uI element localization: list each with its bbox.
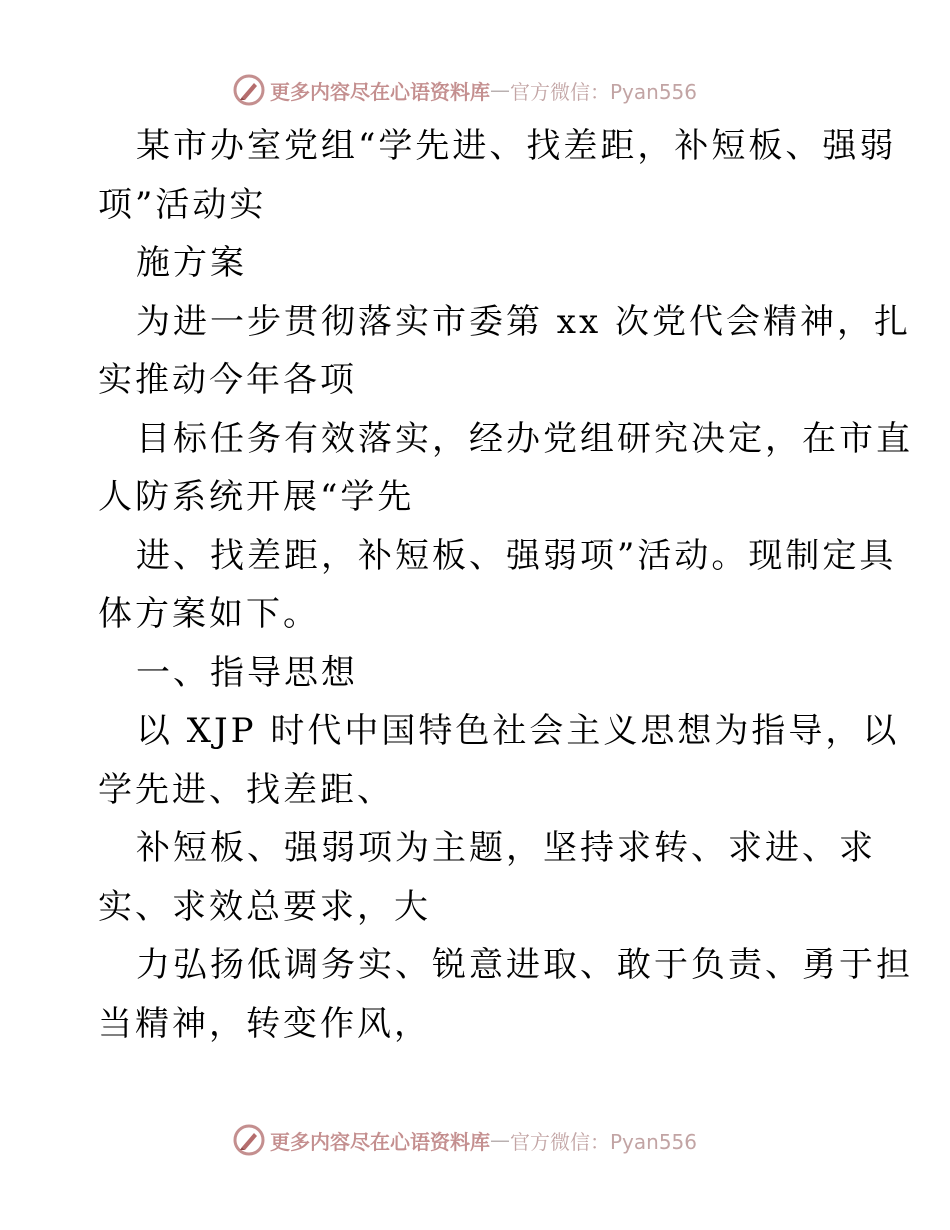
document-line: 目标任务有效落实，经办党组研究决定，在市直 <box>136 418 913 459</box>
document-line: 施方案 <box>136 243 247 283</box>
document-body <box>98 117 913 1053</box>
document-line: 当精神，转变作风， <box>98 1003 431 1044</box>
watermark-wechat: 官方微信：Pyan556 <box>510 1129 698 1154</box>
document-line: 项”活动实 <box>98 184 267 225</box>
watermark-separator: — <box>490 1128 510 1152</box>
pen-seal-icon <box>232 73 266 107</box>
document-line: 体方案如下。 <box>98 594 320 634</box>
watermark-library-text: 更多内容尽在心语资料库 <box>270 79 490 104</box>
document-line: 某市办室党组“学先进、找差距，补短板、强弱 <box>136 126 897 166</box>
document-line: 为进一步贯彻落实市委第 xx 次党代会精神，扎 <box>136 301 911 342</box>
document-line: 补短板、强弱项为主题，坚持求转、求进、求 <box>136 828 876 868</box>
document-line: 进、找差距，补短板、强弱项”活动。现制定具 <box>136 535 897 576</box>
watermark-library-text: 更多内容尽在心语资料库 <box>270 1129 490 1154</box>
footer-watermark <box>232 1120 697 1160</box>
watermark-wechat: 官方微信：Pyan556 <box>510 79 698 104</box>
document-line: 学先进、找差距、 <box>98 769 394 810</box>
document-line: 以 XJP 时代中国特色社会主义思想为指导，以 <box>136 711 900 751</box>
watermark-separator: — <box>490 78 510 102</box>
header-watermark <box>232 70 697 110</box>
document-line: 实推动今年各项 <box>98 360 357 400</box>
document-line: 力弘扬低调务实、锐意进取、敢于负责、勇于担 <box>136 945 913 985</box>
document-line: 一、指导思想 <box>136 652 358 693</box>
document-line: 实、求效总要求，大 <box>98 886 431 927</box>
document-line: 人防系统开展“学先 <box>98 477 415 517</box>
pen-seal-icon <box>232 1123 266 1157</box>
